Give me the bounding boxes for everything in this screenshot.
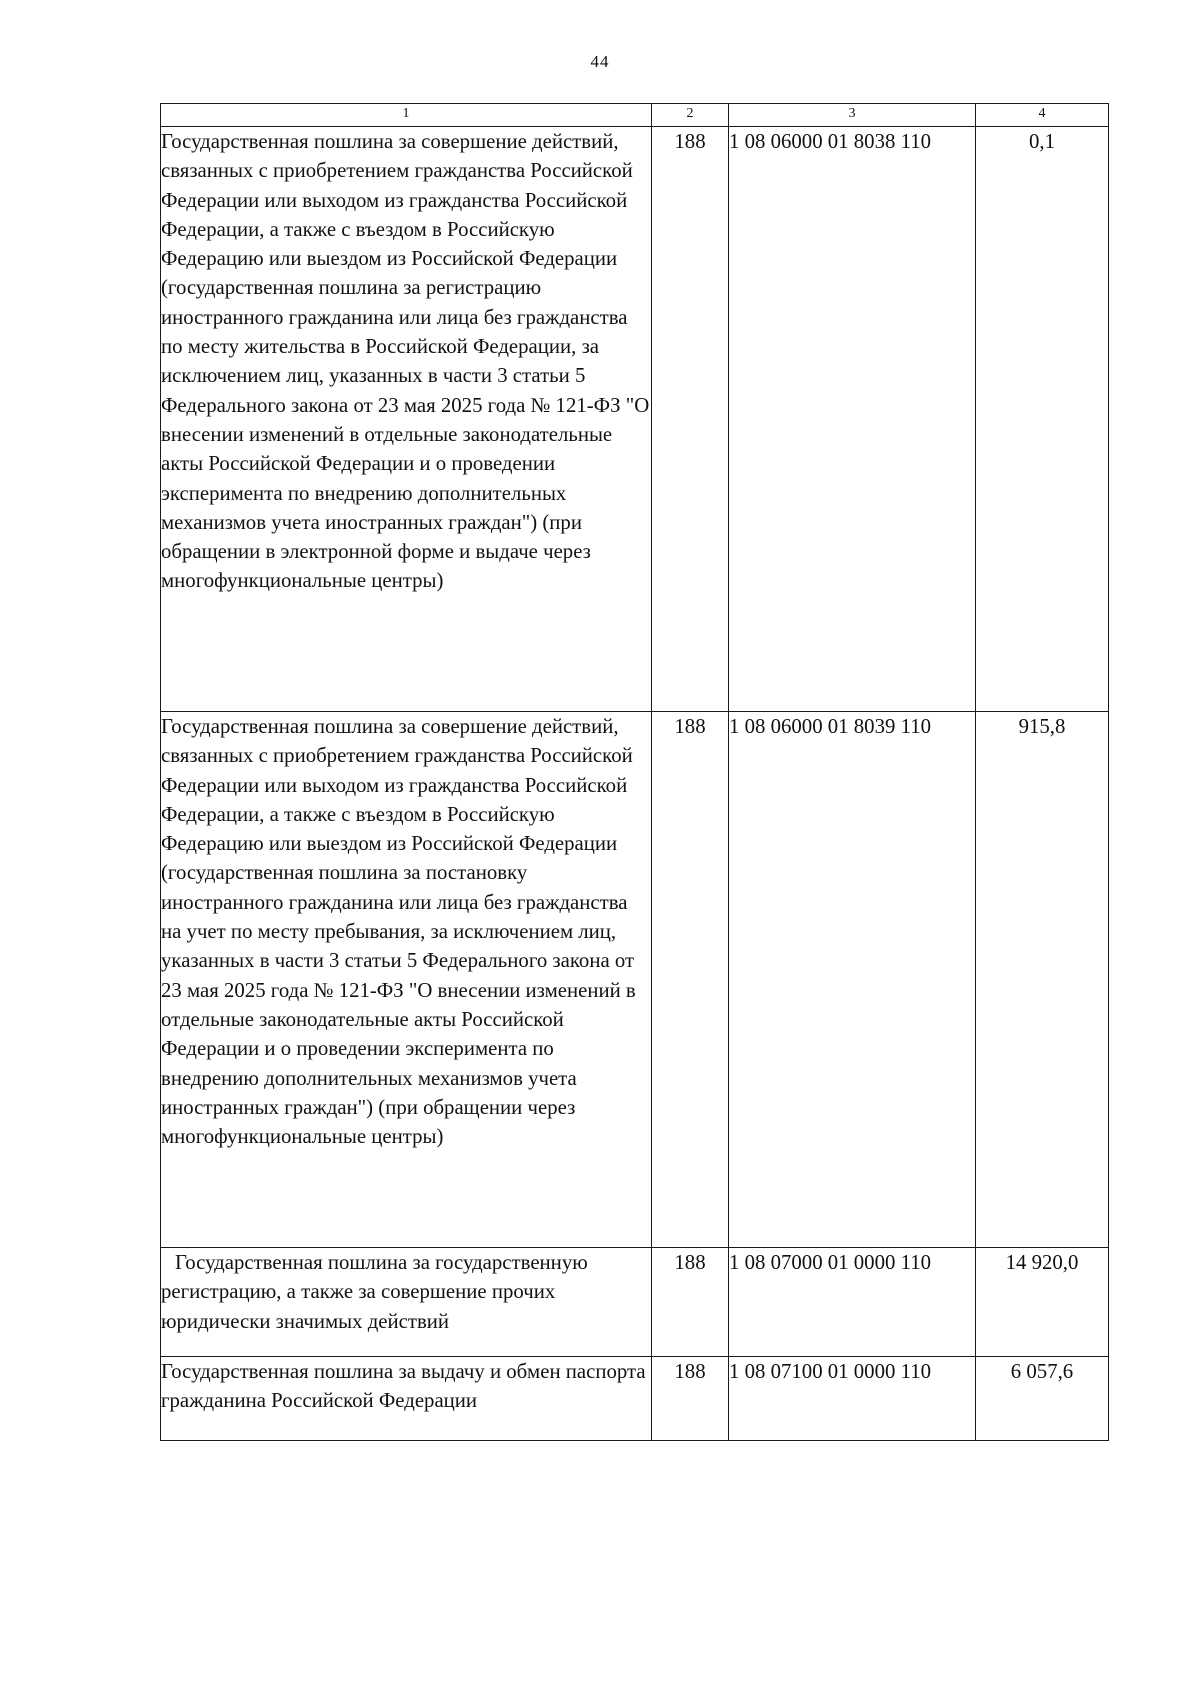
table-row (161, 1357, 1109, 1441)
row-kbk-code: 1 08 06000 01 8039 110 (729, 712, 976, 1248)
row-admin-code: 188 (652, 1357, 729, 1441)
header-col-2: 2 (652, 104, 729, 127)
page-number: 44 (590, 52, 610, 71)
row-admin-code: 188 (652, 712, 729, 1248)
row-description: Государственная пошлина за совершение действий, связанных с приобретением гражданства Российской Федерации или выходом из гражданства Российской Федерации, а также с въездом в Российскую Федерацию или выездом из Российской Федерации (государственная пошлина за регистрацию иностранного гражданина или лица без гражданства по месту жительства в Российской Федерации, за исключением лиц, указанных в части 3 статьи 5 Федерального закона от 23 мая 2025 года № 121-ФЗ "О внесении изменений в отдельные законодательные акты Российской Федерации и о проведении эксперимента по внедрению дополнительных механизмов учета иностранных граждан") (при обращении в электронной форме и выдаче через многофункциональные центры) (161, 127, 652, 712)
row-amount: 0,1 (976, 127, 1109, 712)
row-description: Государственная пошлина за совершение действий, связанных с приобретением гражданства Российской Федерации или выходом из гражданства Российской Федерации, а также с въездом в Российскую Федерацию или выездом из Российской Федерации (государственная пошлина за постановку иностранного гражданина или лица без гражданства на учет по месту пребывания, за исключением лиц, указанных в части 3 статьи 5 Федерального закона от 23 мая 2025 года № 121-ФЗ "О внесении изменений в отдельные законодательные акты Российской Федерации и о проведении эксперимента по внедрению дополнительных механизмов учета иностранных граждан") (при обращении через многофункциональные центры) (161, 712, 652, 1248)
row-kbk-code: 1 08 06000 01 8038 110 (729, 127, 976, 712)
header-col-4: 4 (976, 104, 1109, 127)
row-description: Государственная пошлина за выдачу и обмен паспорта гражданина Российской Федерации (161, 1357, 652, 1441)
row-amount: 915,8 (976, 712, 1109, 1248)
row-kbk-code: 1 08 07100 01 0000 110 (729, 1357, 976, 1441)
table-row (161, 127, 1109, 712)
row-amount: 6 057,6 (976, 1357, 1109, 1441)
row-amount: 14 920,0 (976, 1248, 1109, 1357)
header-col-1: 1 (161, 104, 652, 127)
row-admin-code: 188 (652, 127, 729, 712)
row-kbk-code: 1 08 07000 01 0000 110 (729, 1248, 976, 1357)
table-row (161, 1248, 1109, 1357)
row-admin-code: 188 (652, 1248, 729, 1357)
row-description: Государственная пошлина за государственную регистрацию, а также за совершение прочих юридически значимых действий (161, 1248, 652, 1357)
table-header-row (161, 104, 1109, 127)
table-row (161, 712, 1109, 1248)
budget-table (160, 103, 1109, 1441)
header-col-3: 3 (729, 104, 976, 127)
